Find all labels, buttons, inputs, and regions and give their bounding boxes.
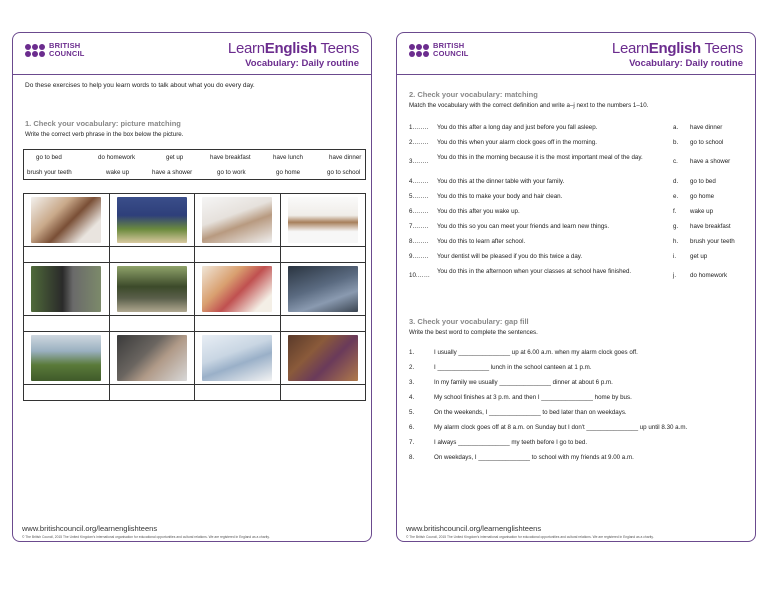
gapfill-number: 7. xyxy=(409,439,415,446)
vocab-item: go to school xyxy=(327,169,361,176)
logo-line-1: BRITISH xyxy=(433,41,465,50)
worksheet-subtitle: Vocabulary: Daily routine xyxy=(245,58,359,69)
option-text: have breakfast xyxy=(690,223,731,230)
vocab-item: have a shower xyxy=(152,169,193,176)
answer-box[interactable] xyxy=(24,316,110,332)
photo-man-sleeping xyxy=(288,266,358,312)
matching-number[interactable]: 9.……. xyxy=(409,253,429,260)
option-letter: c. xyxy=(673,158,678,165)
picture-grid xyxy=(23,193,366,401)
option-text: go to school xyxy=(690,139,724,146)
option-letter: e. xyxy=(673,193,679,200)
matching-definition: You do this so you can meet your friends and learn new things. xyxy=(437,223,610,230)
gapfill-number: 1. xyxy=(409,349,415,356)
photo-man-walking-to-work xyxy=(31,266,101,312)
option-text: get up xyxy=(690,253,708,260)
matching-definition: You do this in the morning because it is the most important meal of the day. xyxy=(437,154,643,161)
gapfill-number: 8. xyxy=(409,454,415,461)
option-letter: a. xyxy=(673,124,679,131)
logo-line-2: COUNCIL xyxy=(49,49,85,58)
footer-url[interactable]: www.britishcouncil.org/learnenglishteens xyxy=(22,524,158,533)
vocab-item: brush your teeth xyxy=(27,169,72,176)
british-council-logo xyxy=(409,42,469,58)
worksheet-page-1 xyxy=(12,32,372,542)
option-letter: i. xyxy=(673,253,677,260)
vocab-item: have breakfast xyxy=(210,154,251,161)
matching-number[interactable]: 5.……. xyxy=(409,193,429,200)
answer-box[interactable] xyxy=(195,247,281,263)
vocab-item: go to bed xyxy=(36,154,62,161)
photo-family-dinner xyxy=(288,335,358,381)
option-text: have dinner xyxy=(690,124,723,131)
gapfill-sentence: My school finishes at 3 p.m. and then I _______________ home by bus. xyxy=(434,394,632,401)
option-letter: g. xyxy=(673,223,679,230)
vocab-item: go home xyxy=(276,169,301,176)
matching-definition: You do this after you wake up. xyxy=(437,208,520,215)
matching-definition: You do this in the afternoon when your classes at school have finished. xyxy=(437,268,632,275)
photo-girl-brushing-teeth xyxy=(31,197,101,243)
matching-number[interactable]: 8.……. xyxy=(409,238,429,245)
photo-family-breakfast xyxy=(202,266,272,312)
answer-box[interactable] xyxy=(24,385,110,401)
logo-line-1: BRITISH xyxy=(49,41,81,50)
matching-definition: Your dentist will be pleased if you do this twice a day. xyxy=(437,253,583,260)
option-text: wake up xyxy=(690,208,714,215)
worksheet-page-2 xyxy=(396,32,756,542)
gapfill-sentence: I _______________ lunch in the school canteen at 1 p.m. xyxy=(434,364,592,371)
answer-box[interactable] xyxy=(110,247,196,263)
vocab-item: have lunch xyxy=(273,154,303,161)
answer-box[interactable] xyxy=(195,385,281,401)
matching-definition: You do this after a long day and just before you fall asleep. xyxy=(437,124,598,131)
gapfill-number: 3. xyxy=(409,379,415,386)
matching-definition: You do this to learn after school. xyxy=(437,238,526,245)
matching-number[interactable]: 10.…… xyxy=(409,272,430,279)
vocab-item: do homework xyxy=(98,154,136,161)
logo-line-2: COUNCIL xyxy=(433,49,469,58)
option-letter: b. xyxy=(673,139,679,146)
answer-box[interactable] xyxy=(281,385,367,401)
footer-url[interactable]: www.britishcouncil.org/learnenglishteens xyxy=(406,524,542,533)
answer-box[interactable] xyxy=(195,316,281,332)
option-text: brush your teeth xyxy=(690,238,735,245)
option-letter: j. xyxy=(673,272,677,279)
option-text: go home xyxy=(690,193,715,200)
section-2-title: 2. Check your vocabulary: matching xyxy=(409,90,538,99)
photo-teens-walking-to-school xyxy=(117,266,187,312)
section-1-title: 1. Check your vocabulary: picture matching xyxy=(25,119,181,128)
answer-box[interactable] xyxy=(110,385,196,401)
photo-students-having-lunch xyxy=(117,197,187,243)
footer-copyright: © The British Council, 2015 The United Kingdom's international organisation for educational opportunities and cultural relations. We are registered in England as a charity. xyxy=(22,535,270,539)
vocab-box xyxy=(23,149,366,180)
gapfill-sentence: I usually _______________ up at 6.00 a.m. when my alarm clock goes off. xyxy=(434,349,638,356)
gapfill-sentence: In my family we usually _______________ dinner at about 6 p.m. xyxy=(434,379,613,386)
section-3-title: 3. Check your vocabulary: gap fill xyxy=(409,317,529,326)
gapfill-sentence: I always _______________ my teeth before I go to bed. xyxy=(434,439,588,446)
footer-copyright: © The British Council, 2015 The United Kingdom's international organisation for educational opportunities and cultural relations. We are registered in England as a charity. xyxy=(406,535,654,539)
page-header xyxy=(13,33,371,75)
gapfill-number: 6. xyxy=(409,424,415,431)
photo-woman-waking-up xyxy=(288,197,358,243)
photo-man-in-shower xyxy=(117,335,187,381)
page-header xyxy=(397,33,755,75)
logo-dots-icon xyxy=(25,44,45,57)
section-1-instruction: Write the correct verb phrase in the box below the picture. xyxy=(25,131,184,138)
vocab-item: go to work xyxy=(217,169,246,176)
option-letter: d. xyxy=(673,178,679,185)
brand-title: LearnEnglish Teens xyxy=(611,40,743,57)
answer-box[interactable] xyxy=(110,316,196,332)
gapfill-number: 4. xyxy=(409,394,415,401)
option-text: have a shower xyxy=(690,158,731,165)
matching-number[interactable]: 1.……. xyxy=(409,124,429,131)
british-council-logo xyxy=(25,42,85,58)
vocab-item: wake up xyxy=(106,169,130,176)
answer-box[interactable] xyxy=(281,247,367,263)
gapfill-sentence: On weekdays, I _______________ to school with my friends at 9.00 a.m. xyxy=(434,454,634,461)
matching-number[interactable]: 4.……. xyxy=(409,178,429,185)
photo-girl-doing-homework xyxy=(202,335,272,381)
option-letter: h. xyxy=(673,238,679,245)
brand-title: LearnEnglish Teens xyxy=(227,40,359,57)
gapfill-sentence: On the weekends, I _______________ to bed later than on weekdays. xyxy=(434,409,627,416)
matching-number[interactable]: 3.……. xyxy=(409,158,429,165)
gapfill-number: 2. xyxy=(409,364,415,371)
photo-man-in-bed-alarm xyxy=(202,197,272,243)
answer-box[interactable] xyxy=(24,247,110,263)
option-text: do homework xyxy=(690,272,728,279)
photo-person-going-home xyxy=(31,335,101,381)
gapfill-sentence: My alarm clock goes off at 8 a.m. on Sunday but I don't _______________ up until 8.30 a.m. xyxy=(434,424,688,431)
matching-number[interactable]: 6.……. xyxy=(409,208,429,215)
matching-definition: You do this at the dinner table with your family. xyxy=(437,178,565,185)
answer-box[interactable] xyxy=(281,316,367,332)
option-text: go to bed xyxy=(690,178,716,185)
logo-dots-icon xyxy=(409,44,429,57)
section-3-instruction: Write the best word to complete the sentences. xyxy=(409,329,538,336)
matching-number[interactable]: 7.……. xyxy=(409,223,429,230)
matching-definition: You do this when your alarm clock goes off in the morning. xyxy=(437,139,597,146)
worksheet-subtitle: Vocabulary: Daily routine xyxy=(629,58,743,69)
gapfill-number: 5. xyxy=(409,409,415,416)
vocab-item: get up xyxy=(166,154,184,161)
intro-text: Do these exercises to help you learn words to talk about what you do every day. xyxy=(25,82,255,89)
section-2-instruction: Match the vocabulary with the correct definition and write a–j next to the numbers 1–10. xyxy=(409,102,649,109)
option-letter: f. xyxy=(673,208,677,215)
matching-number[interactable]: 2.……. xyxy=(409,139,429,146)
vocab-item: have dinner xyxy=(329,154,362,161)
matching-definition: You do this to make your body and hair clean. xyxy=(437,193,563,200)
